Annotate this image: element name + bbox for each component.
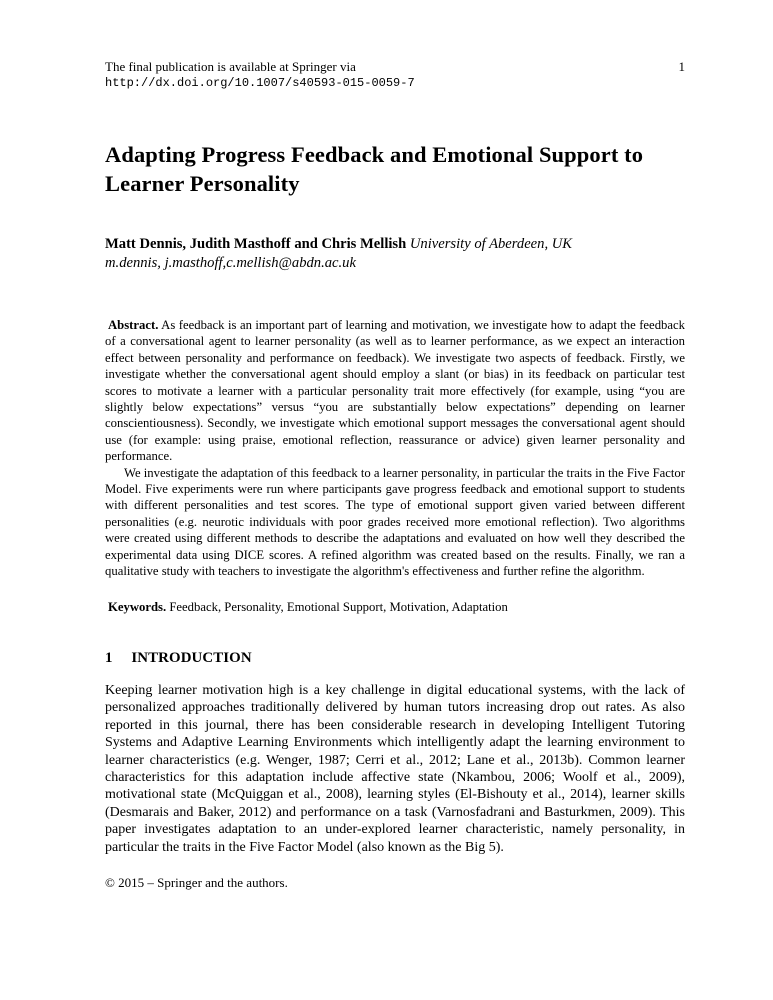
authors-block	[105, 235, 685, 273]
availability-note: The final publication is available at Springer via	[105, 59, 356, 74]
page-header	[105, 59, 685, 91]
page-number: 1	[678, 59, 685, 74]
abstract-section	[105, 317, 685, 580]
abstract-paragraph-2	[105, 465, 685, 580]
header-left	[105, 59, 415, 91]
copyright-note: © 2015 – Springer and the authors.	[105, 874, 288, 890]
author-emails: m.dennis, j.masthoff,c.mellish@abdn.ac.uk	[105, 255, 356, 271]
section-1-title: INTRODUCTION	[131, 649, 252, 666]
section-1-number: 1	[105, 649, 113, 666]
keywords-text: Feedback, Personality, Emotional Support, Motivation, Adaptation	[169, 599, 508, 614]
paper-title: Adapting Progress Feedback and Emotional Support to Learner Personality	[105, 142, 644, 196]
introduction-paragraph: Keeping learner motivation high is a key challenge in digital educational systems, with the lack of personalized approaches traditionally delivered by human tutors increasing drop out rates. As also reported in this journal, there has been considerable research in developing Intelligent Tutoring Systems and Adaptive Learning Environments which intelligently adapt the learning environment to learner characteristics (e.g. Wenger, 1987; Cerri et al., 2012; Lane et al., 2013b). Common learner characteristics for this adaptation include affective state (Nkambou, 2006; Woolf et al., 2009), motivational state (McQuiggan et al., 2008), learning styles (El-Bishouty et al., 2014), learner skills (Desmarais and Baker, 2012) and performance on a task (Varnosfadrani and Basturkmen, 2009). This paper investigates adaptation to an under-explored learner characteristic, namely personality, in particular the traits in the Five Factor Model (also known as the Big 5).	[105, 682, 685, 855]
author-names: Matt Dennis, Judith Masthoff and Chris Mellish	[105, 236, 407, 252]
abstract-text-1: As feedback is an important part of learning and motivation, we investigate how to adapt the feedback of a conversational agent to learner personality (as well as to learner performance, as we expect an interaction effect between personality and performance on feedback). We investigate two aspects of feedback. Firstly, we investigate whether the conversational agent should employ a slant (or bias) in its feedback on particular test scores to motivate a learner with a particular personality trait more effectively (for example, using “you are slightly below expectations” versus “you are substantially below expectations” depending on learner conscientiousness). Secondly, we investigate which emotional support messages the conversational agent should use (for example: using praise, emotional reflection, reassurance or advice) given learner personality and performance.	[105, 318, 685, 464]
section-1-heading	[105, 650, 685, 667]
doi-link[interactable]: http://dx.doi.org/10.1007/s40593-015-0059-7	[105, 76, 415, 90]
author-affiliation: University of Aberdeen, UK	[409, 236, 573, 252]
abstract-label: Abstract.	[108, 318, 159, 332]
author-line	[105, 235, 685, 254]
keywords-line	[105, 599, 685, 615]
keywords-label: Keywords.	[108, 599, 167, 614]
abstract-paragraph-1	[105, 317, 685, 465]
abstract-text-2: We investigate the adaptation of this feedback to a learner personality, in particular the traits in the Five Factor Model. Five experiments were run where participants gave progress feedback and emotional support to students with different personalities and test scores. The type of emotional support given varied between different personalities (e.g. neurotic individuals with poor grades received more emotional reflection). Two algorithms were created using different methods to describe the adaptations and evaluated on how well they described the experimental data using DICE scores. A refined algorithm was created based on the results. Finally, we ran a qualitative study with teachers to investigate the algorithm's effectiveness and further refine the algorithm.	[105, 465, 685, 579]
